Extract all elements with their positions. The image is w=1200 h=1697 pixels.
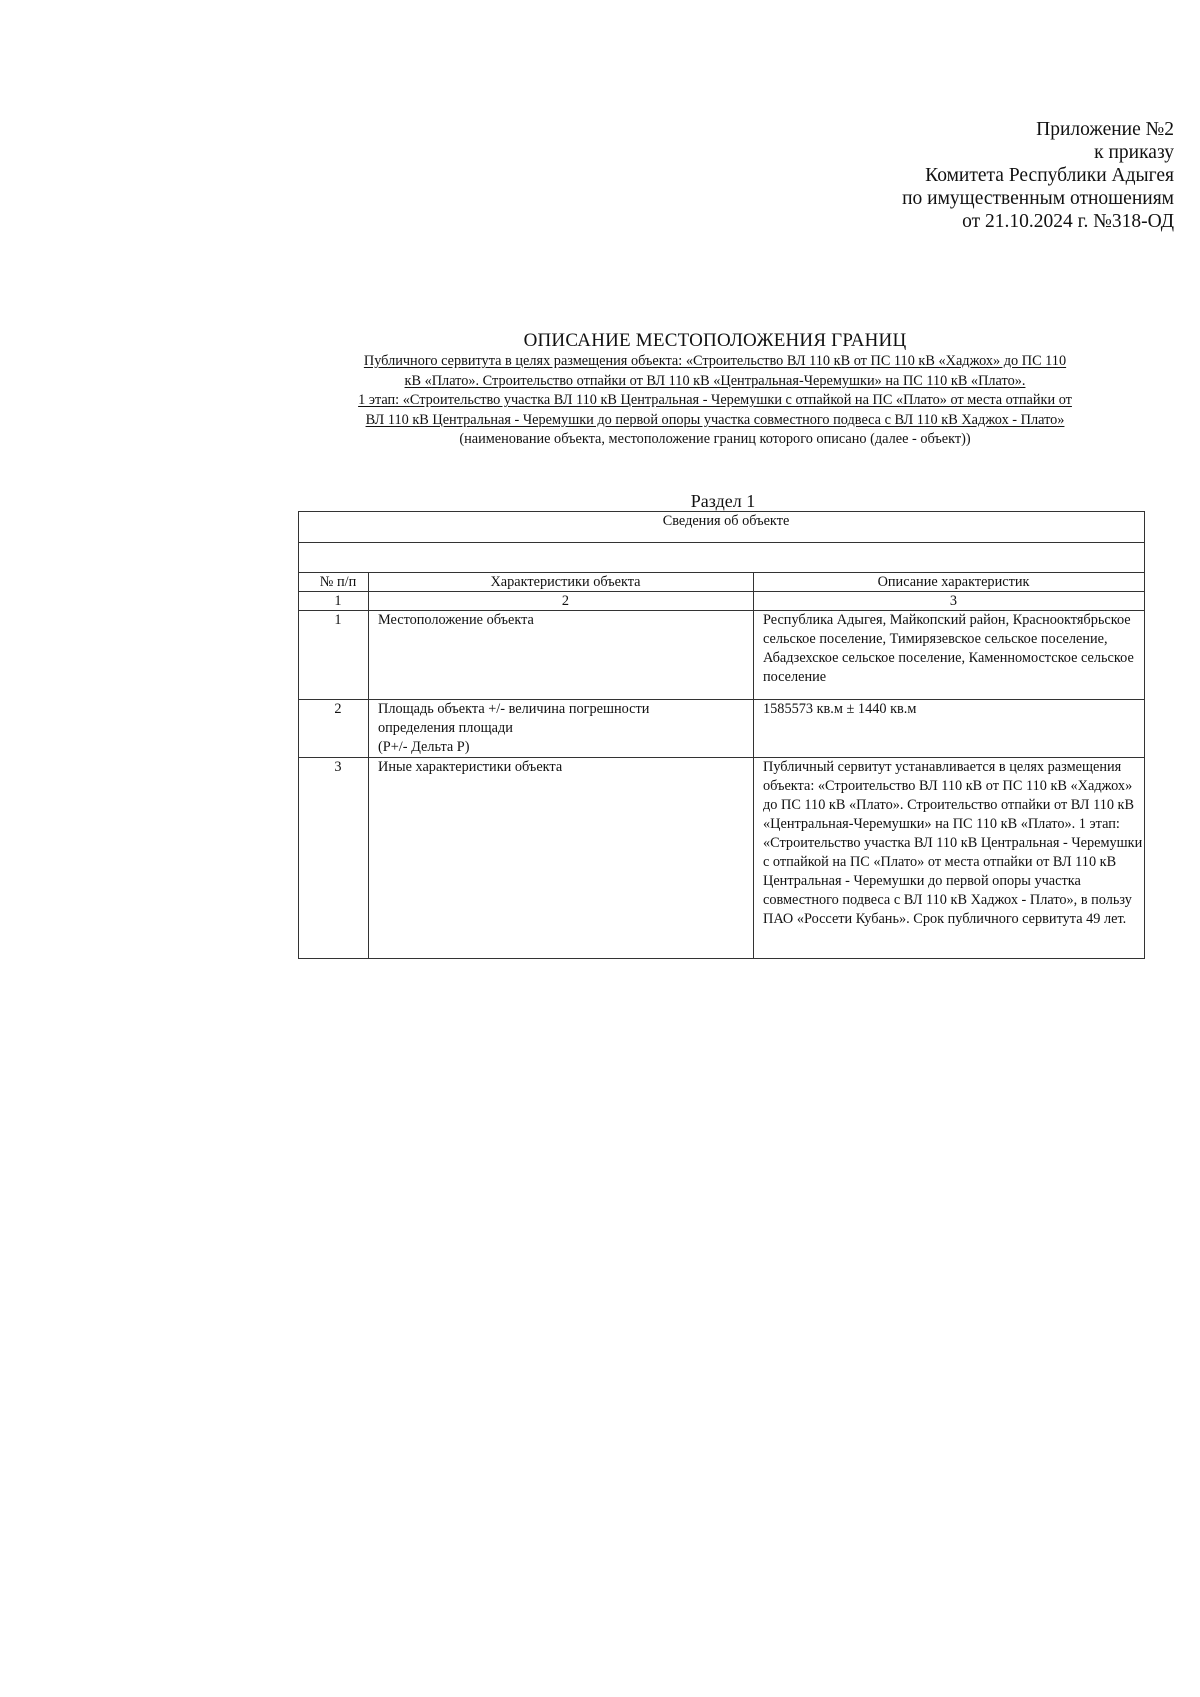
appendix-header — [902, 118, 1174, 233]
row-description: 1585573 кв.м ± 1440 кв.м — [754, 700, 1145, 758]
header-description: Описание характеристик — [754, 573, 1145, 592]
table-row — [299, 611, 1145, 700]
appendix-line: к приказу — [1094, 142, 1174, 163]
characteristic-line: Площадь объекта +/- величина погрешности — [378, 701, 650, 717]
column-number: 2 — [369, 592, 754, 611]
row-characteristic: Иные характеристики объекта — [369, 758, 754, 959]
row-number: 2 — [299, 700, 369, 758]
header-characteristic: Характеристики объекта — [369, 573, 754, 592]
row-description: Публичный сервитут устанавливается в целях размещения объекта: «Строительство ВЛ 110 кВ от ПС 110 кВ «Хаджох» до ПС 110 кВ «Плато». Строительство отпайки от ВЛ 110 кВ «Центральная-Черемушки» на ПС 110 кВ «Плато». 1 этап: «Строительство участка ВЛ 110 кВ Центральная - Черемушки с отпайкой на ПС «Плато» от места отпайки от ВЛ 110 кВ Центральная - Черемушки до первой опоры участка совместного подвеса с ВЛ 110 кВ Хаджох - Плато», в пользу ПАО «Россети Кубань». Срок публичного сервитута 49 лет. — [754, 758, 1145, 959]
column-number-row — [299, 592, 1145, 611]
appendix-line: Комитета Республики Адыгея — [925, 165, 1174, 186]
object-name-line: 1 этап: «Строительство участка ВЛ 110 кВ Центральная - Черемушки с отпайкой на ПС «Плато» от места отпайки от — [358, 392, 1072, 408]
table-title: Сведения об объекте — [299, 512, 1145, 543]
header-number: № п/п — [299, 573, 369, 592]
row-characteristic: Местоположение объекта — [369, 611, 754, 700]
row-description: Республика Адыгея, Майкопский район, Краснооктябрьское сельское поселение, Тимирязевское сельское поселение, Абадзехское сельское поселение, Каменномостское сельское поселение — [754, 611, 1145, 700]
object-name-line: кВ «Плато». Строительство отпайки от ВЛ 110 кВ «Центральная-Черемушки» на ПС 110 кВ «Плато». — [404, 372, 1026, 389]
column-number: 1 — [299, 592, 369, 611]
column-number: 3 — [754, 592, 1145, 611]
document-title: ОПИСАНИЕ МЕСТОПОЛОЖЕНИЯ ГРАНИЦ — [523, 330, 907, 351]
characteristic-line: (Р+/- Дельта Р) — [378, 739, 470, 755]
characteristic-line: определения площади — [378, 720, 513, 736]
object-caption: (наименование объекта, местоположение границ которого описано (далее - объект)) — [459, 431, 971, 447]
title-block — [300, 330, 1130, 449]
table-row — [299, 758, 1145, 959]
table-row — [299, 700, 1145, 758]
object-info-table — [298, 511, 1145, 959]
object-name — [300, 352, 1130, 430]
appendix-line: от 21.10.2024 г. №318-ОД — [962, 211, 1174, 232]
appendix-line: по имущественным отношениям — [902, 188, 1174, 209]
object-name-line: Публичного сервитута в целях размещения объекта: «Строительство ВЛ 110 кВ от ПС 110 кВ «Хаджох» до ПС 110 — [363, 353, 1067, 369]
appendix-line: Приложение №2 — [1036, 119, 1174, 140]
object-name-line: ВЛ 110 кВ Центральная - Черемушки до первой опоры участка совместного подвеса с ВЛ 110 кВ Хаджох - Плато» — [365, 411, 1065, 428]
table-empty-row — [299, 543, 1145, 573]
row-number: 1 — [299, 611, 369, 700]
row-characteristic — [369, 700, 754, 758]
table-header-row — [299, 573, 1145, 592]
section-title: Раздел 1 — [690, 491, 756, 511]
row-number: 3 — [299, 758, 369, 959]
